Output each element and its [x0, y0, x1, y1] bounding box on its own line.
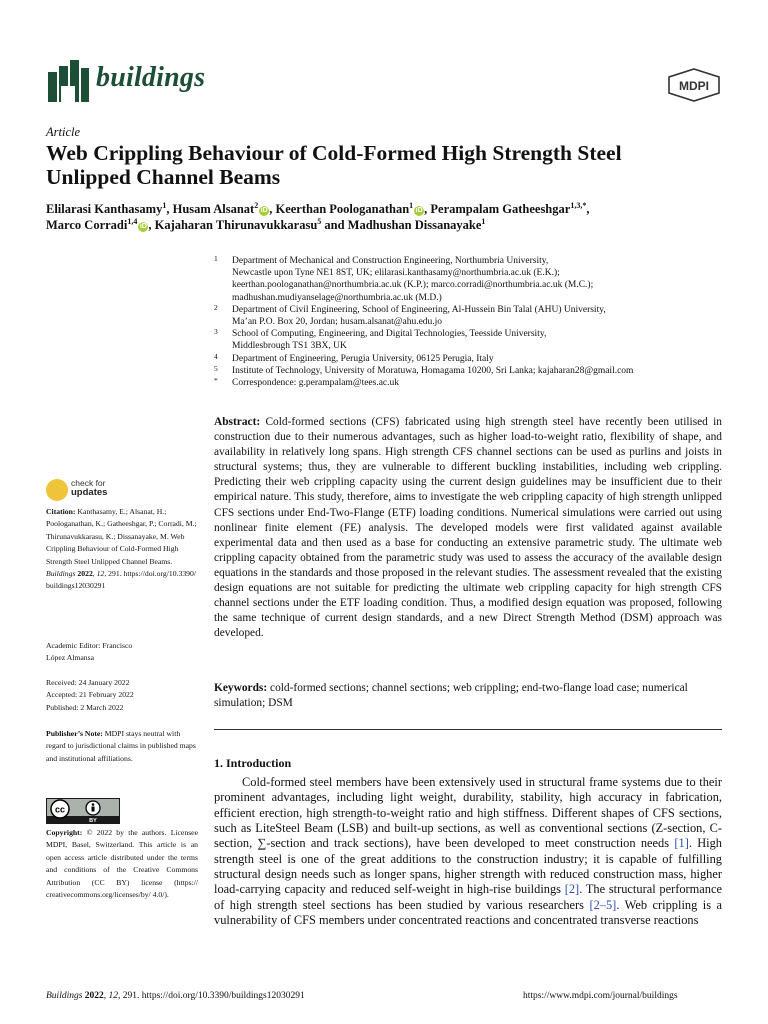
intro-text-2: . High strength steel is one of the great additions to the construction industry; it is capable of fulfilling structural design needs such as longer spans, higher strength with reduced construction mass, higher load-carrying capacity and reduced self-weight in high-rise buildings — [214, 836, 722, 897]
affiliation-line: Newcastle upon Tyne NE1 8ST, UK; elilarasi.kanthasamy@northumbria.ac.uk (E.K.); — [232, 268, 560, 279]
title-line-1: Web Crippling Behaviour of Cold-Formed High Strength Steel — [46, 141, 622, 165]
mdpi-logo-icon — [667, 68, 721, 102]
page-title — [46, 141, 736, 189]
affiliation-line: Department of Mechanical and Construction Engineering, Northumbria University, — [232, 256, 549, 266]
author-affiliation-marker: 1 — [162, 200, 167, 210]
affiliation-line: Institute of Technology, University of Moratuwa, Homagama 10200, Sri Lanka; kajaharan28@gmail.com — [232, 365, 634, 376]
author-name[interactable]: Madhushan Dissanayake — [347, 218, 482, 232]
buildings-logo-icon — [46, 58, 90, 102]
citation-block: Citation: Kanthasamy, E.; Alsanat, H.; Poologanathan, K.; Gatheeshgar, P.; Corradi, M.; Thirunavukkarasu, K.; Dissanayake, M. Web Crippling Behaviour of Cold-Formed High Strength Steel Unlipped Channel Beams. Buildings 2022, 12, 291. https://doi.org/10.3390/ buildings12030291 — [46, 507, 197, 591]
affiliation-line: keerthan.poologanathan@northumbria.ac.uk (K.P.); marco.corradi@northumbria.ac.uk (M.C.); — [232, 280, 594, 291]
footer-journal: Buildings — [46, 991, 83, 1001]
keywords-text: cold-formed sections; channel sections; web crippling; end-two-flange load case; numerical simulation; DSM — [214, 682, 688, 710]
keywords — [214, 681, 722, 711]
pubnote-text: MDPI stays neutral with regard to jurisdictional claims in published maps and institutional affiliations. — [46, 729, 196, 763]
affiliation-item — [214, 353, 724, 365]
affiliation-number: 5 — [214, 363, 218, 373]
abstract-label: Abstract: — [214, 416, 261, 428]
citation-volume: 12 — [96, 569, 105, 579]
keywords-label: Keywords: — [214, 682, 268, 694]
citation-link[interactable]: [1] — [674, 836, 689, 851]
affiliations — [214, 255, 724, 389]
intro-paragraph — [214, 775, 722, 928]
footer-year: 2022 — [84, 991, 104, 1001]
affiliation-line: Department of Engineering, Perugia University, 06125 Perugia, Italy — [232, 353, 494, 364]
check-updates-line1: check for — [71, 478, 106, 488]
author-separator: , — [586, 202, 590, 216]
article-type: Article — [46, 125, 81, 139]
svg-text:cc: cc — [54, 804, 66, 815]
copyright-label: Copyright: — [46, 828, 83, 837]
check-updates-line2: updates — [71, 487, 108, 498]
introduction-body — [214, 775, 722, 928]
affiliation-line: Ma’an P.O. Box 20, Jordan; husam.alsanat@ahu.edu.jo — [232, 317, 443, 328]
check-updates-icon — [46, 479, 68, 501]
affiliation-line: Department of Civil Engineering, School of Engineering, Al-Hussein Bin Talal (AHU) University, — [232, 304, 606, 315]
cc-by-license-icon[interactable] — [46, 798, 120, 824]
academic-editor — [46, 640, 198, 665]
affiliation-number: 4 — [214, 351, 218, 361]
footer-doi[interactable]: , 291. https://doi.org/10.3390/buildings12030291 — [118, 991, 305, 1001]
affiliation-number: 3 — [214, 327, 218, 337]
orcid-icon[interactable]: iD — [139, 223, 147, 230]
editor-line-1: Academic Editor: Francisco — [46, 641, 133, 650]
intro-text-1: Cold-formed steel members have been extensively used in structural frame systems due to their prominent advantages, including light weight, durability, stability, high accuracy in fabrication, efficient erection, high strength-to-weight ratio and high stiffness. Different shapes of CFS sections, such as LiteSteel Beam (LSB) and built-up sections, as well as conventional sections (Z-section, C-section, ∑-section and track sections), have been developed to meet construction needs — [214, 775, 722, 851]
affiliation-number: * — [214, 376, 218, 386]
author-separator: , — [424, 202, 431, 216]
published-date: Published: 2 March 2022 — [46, 702, 124, 712]
affiliation-item — [214, 365, 724, 377]
author-separator: , — [166, 202, 173, 216]
publishers-note — [46, 728, 198, 765]
author-affiliation-marker: 2 — [254, 200, 259, 210]
author-name[interactable]: Kajaharan Thirunavukkarasu — [154, 218, 318, 232]
affiliation-item — [214, 304, 724, 328]
author-list — [46, 201, 736, 233]
author-affiliation-marker: 1 — [481, 216, 486, 226]
citation-tail[interactable]: , 291. https://doi.org/10.3390/ buildings12030291 — [46, 569, 196, 591]
received-date: Received: 24 January 2022 — [46, 678, 130, 687]
citation-year: 2022 — [77, 569, 93, 579]
author-name[interactable]: Keerthan Poologanathan — [275, 202, 410, 216]
affiliation-number: 1 — [214, 254, 218, 263]
citation-link[interactable]: [2–5] — [589, 897, 617, 912]
pubnote-label: Publisher’s Note: — [46, 729, 103, 738]
orcid-icon[interactable]: iD — [260, 207, 268, 214]
title-line-2: Unlipped Channel Beams — [46, 165, 281, 189]
section-heading: 1. Introduction — [214, 756, 292, 770]
author-affiliation-marker: 5 — [317, 216, 322, 226]
affiliation-item — [214, 255, 724, 304]
footer-volume: 12 — [108, 991, 119, 1001]
copyright-text: © 2022 by the authors. Licensee MDPI, Basel, Switzerland. This article is an open access article distributed under the terms and conditions of the Creative Commons Attribution (CC BY) license (https:// creativecommons.org/licenses/by/ 4.0/). — [46, 828, 199, 900]
citation-link[interactable]: [2] — [564, 882, 580, 897]
orcid-icon[interactable]: iD — [415, 207, 423, 214]
affiliation-line: Correspondence: g.perampalam@tees.ac.uk — [232, 378, 400, 389]
affiliation-line: madhushan.mudiyanselage@northumbria.ac.uk (M.D.) — [232, 292, 442, 303]
affiliation-number: 2 — [214, 302, 218, 312]
author-name[interactable]: Perampalam Gatheeshgar — [430, 202, 571, 216]
citation-label: Citation: — [46, 507, 76, 516]
author-affiliation-marker: 1,4 — [127, 216, 138, 226]
publication-dates — [46, 677, 198, 714]
author-affiliation-marker: 1 — [409, 200, 414, 210]
footer-citation: Buildings 2022, 12, 291. https://doi.org/10.3390/buildings12030291 — [46, 991, 305, 1001]
mdpi-logo-text: MDPI — [679, 79, 709, 93]
affiliation-line: School of Computing, Engineering, and Digital Technologies, Teesside University, — [232, 329, 547, 340]
editor-line-2: López Almansa — [46, 653, 95, 663]
svg-text:BY: BY — [89, 818, 97, 824]
author-name[interactable]: Elilarasi Kanthasamy — [46, 202, 163, 216]
author-name[interactable]: Marco Corradi — [46, 218, 128, 232]
section-divider — [214, 729, 722, 730]
citation-text: Kanthasamy, E.; Alsanat, H.; Poologanathan, K.; Gatheeshgar, P.; Corradi, M.; Thirunavukkarasu, K.; Dissanayake, M. Web Crippling Behaviour of Cold-Formed High Strength Steel Unlipped Channel Beams. — [46, 507, 197, 566]
affiliation-item — [214, 377, 724, 389]
author-name[interactable]: Husam Alsanat — [172, 202, 255, 216]
author-separator: , — [148, 218, 155, 232]
citation-journal: Buildings — [46, 569, 76, 579]
author-separator: , — [269, 202, 276, 216]
copyright-notice — [46, 827, 198, 901]
accepted-date: Accepted: 21 February 2022 — [46, 690, 134, 700]
intro-text-4: . Web crippling is a vulnerability of CFS members under concentrated reactions and concentrated transverse reactions — [214, 897, 723, 928]
affiliation-item — [214, 328, 724, 352]
journal-name: buildings — [96, 62, 206, 93]
affiliation-line: Middlesbrough TS1 3BX, UK — [232, 341, 347, 352]
author-separator: and — [321, 218, 348, 232]
abstract-text: Cold-formed sections (CFS) fabricated using high strength steel have recently been utilised in construction due to their numerous advantages, such as higher load-to-weight ratio, flexibility of shape, and availability in relatively long spans. High strength CFS channel sections can be used as purlins and joists in structural systems; thus, they are vulnerable to different buckling instabilities, including web crippling. Predicting their web crippling capacity using the current design guidelines may be insufficient due to their empirical nature. This study, therefore, aims to investigate the web crippling capacity of high strength unlipped CFS sections under End-Two-Flange (ETF) loading conditions. Numerical simulations were carried out using nonlinear finite element (FE) analysis. The developed models were first validated against available experimental data and then used as a base for conducting an extensive parametric study. The ultimate web crippling capacity obtained from the parametric study was used to assess the accuracy of the available design equations in the standards and those proposed in the relevant studies. The assessment revealed that the existing design equations are not suitable for predicting the ultimate web crippling capacity for high strength CFS channel sections under the ETF loading condition. Thus, a modified design equation was proposed, following the same technique of current design standards, and a new Direct Strength Method (DSM) approach was developed. — [214, 416, 722, 640]
intro-text-3: . The structural performance of high strength steel sections has been studied by various researchers — [214, 882, 722, 912]
author-affiliation-marker: 1,3,* — [570, 200, 587, 210]
check-for-updates-button[interactable] — [46, 477, 166, 501]
footer-journal-url[interactable]: https://www.mdpi.com/journal/buildings — [523, 991, 678, 1001]
abstract — [214, 415, 722, 641]
